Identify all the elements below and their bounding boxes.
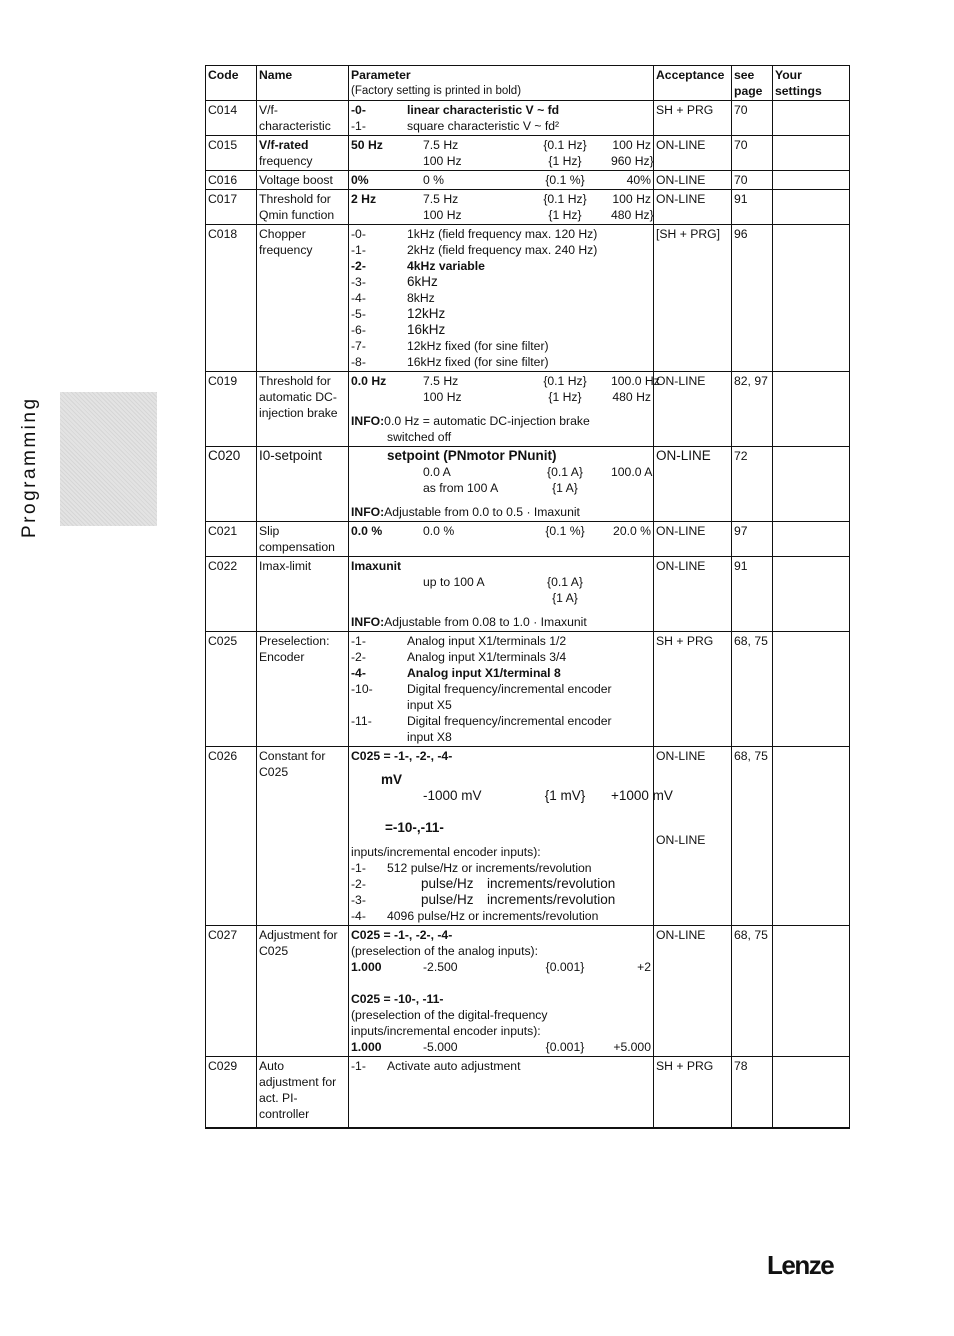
name-cell: Voltage boost: [257, 171, 349, 190]
header-parameter-label: Parameter: [351, 68, 411, 82]
code-cell: C015: [206, 136, 257, 171]
default-value: [351, 590, 423, 606]
header-see-page: see page: [732, 66, 773, 101]
page-cell: 68, 75: [732, 926, 773, 1057]
option-text: Analog input X1/terminals 3/4: [407, 650, 567, 664]
parameter-cell: [349, 557, 654, 632]
option-text: Activate auto adjustment: [387, 1059, 521, 1073]
parameter-table: [205, 65, 850, 1129]
option-key: -11-: [351, 714, 372, 728]
page-cell: 68, 75: [732, 747, 773, 926]
max-value: 100.0 Hz: [611, 374, 660, 388]
header-parameter-note: (Factory setting is printed in bold): [351, 85, 522, 97]
info-text: 0.0 Hz = automatic DC-injection brake: [384, 414, 590, 428]
brand-logo: Lenze: [767, 1250, 834, 1280]
default-value: 1.000: [351, 960, 382, 974]
max-value: [611, 590, 651, 606]
name-cell: [257, 190, 349, 225]
acceptance-cell: ON-LINE: [654, 190, 732, 225]
table-row: [206, 1057, 850, 1129]
page-cell: 72: [732, 447, 773, 522]
settings-cell[interactable]: [773, 747, 850, 926]
code-cell: C029: [206, 1057, 257, 1129]
max-value: [611, 480, 651, 496]
option-key: -5-: [351, 307, 366, 321]
min-value: 100 Hz: [423, 154, 462, 168]
code-cell: C022: [206, 557, 257, 632]
condition: =-10-,-11-: [385, 820, 444, 835]
option-key: -0-: [351, 103, 366, 117]
name-cell: Auto adjustment for act. PI-controller: [257, 1057, 349, 1129]
max-value: +5.000: [613, 1040, 651, 1054]
info-text: Adjustable from 0.0 to 0.5 · Imaxunit: [384, 505, 580, 519]
step-value: {1 A}: [552, 591, 578, 605]
option-key: -3-: [351, 275, 366, 289]
page-cell: 91: [732, 190, 773, 225]
option-text-cont: input X5: [407, 698, 452, 712]
step-value: {0.1 Hz}: [543, 138, 587, 152]
max-value: 480 Hz: [612, 390, 651, 404]
step-value: {0.1 A}: [547, 575, 583, 589]
step-value: {0.001}: [545, 960, 585, 974]
parameter-cell: [349, 447, 654, 522]
default-value: 1.000: [351, 1040, 382, 1054]
default-value: [351, 153, 423, 169]
option-key: -1-: [351, 861, 366, 875]
code-cell: C021: [206, 522, 257, 557]
code-cell: C027: [206, 926, 257, 1057]
option-key: -4-: [351, 291, 366, 305]
option-text: 2kHz (field frequency max. 240 Hz): [407, 243, 598, 257]
parameter-cell: [349, 225, 654, 372]
option-text: 12kHz: [407, 306, 446, 321]
table-row: [206, 522, 850, 557]
acceptance-cell: SH + PRG: [654, 101, 732, 136]
info-text-cont: switched off: [387, 430, 452, 444]
option-key: -1-: [351, 1059, 366, 1073]
min-value: 0.0 A: [423, 465, 451, 479]
header-your-settings: Your settings: [773, 66, 850, 101]
max-value: 480 Hz}: [611, 208, 654, 222]
parameter-cell: [349, 190, 654, 225]
step-value: {1 Hz}: [548, 154, 582, 168]
min-value: [423, 590, 519, 606]
option-text: Analog input X1/terminal 8: [407, 666, 561, 680]
parameter-cell: [349, 926, 654, 1057]
info-label: INFO:: [351, 505, 385, 519]
option-key: -6-: [351, 323, 366, 337]
default-value: Imaxunit: [351, 559, 402, 573]
table-row: [206, 632, 850, 747]
default-value: [351, 464, 423, 480]
option-key: -1-: [351, 243, 366, 257]
min-value: -1000 mV: [423, 788, 482, 803]
option-text: pulse/Hz: [421, 876, 474, 891]
option-text: square characteristic V ~ fd²: [407, 119, 560, 133]
default-value: [351, 207, 423, 223]
name-line: Threshold for: [259, 192, 331, 206]
option-key: -2-: [351, 877, 366, 891]
condition-note: (preselection of the digital-frequency: [351, 1008, 548, 1022]
option-text-cont: increments/revolution: [487, 876, 616, 891]
max-value: 100.0 A: [611, 465, 653, 479]
option-text-cont: increments/revolution: [487, 892, 616, 907]
code-cell: C019: [206, 372, 257, 447]
option-text: 1kHz (field frequency max. 120 Hz): [407, 227, 598, 241]
acceptance-cell: ON-LINE: [654, 447, 732, 522]
option-key: -0-: [351, 227, 366, 241]
condition-note: (preselection of the analog inputs):: [351, 944, 538, 958]
min-value: 7.5 Hz: [423, 374, 459, 388]
settings-cell[interactable]: [773, 101, 850, 136]
step-value: {0.1 A}: [547, 465, 583, 479]
min-value: 7.5 Hz: [423, 138, 459, 152]
step-value: {1 Hz}: [548, 208, 582, 222]
option-text: Digital frequency/incremental encoder: [407, 714, 612, 728]
settings-cell[interactable]: [773, 225, 850, 372]
header-parameter: [349, 66, 654, 101]
name-cell: Chopper frequency: [257, 225, 349, 372]
settings-cell[interactable]: [773, 136, 850, 171]
name-cell: Threshold for automatic DC-injection brake: [257, 372, 349, 447]
step-value: {1 mV}: [544, 788, 586, 803]
code-cell: C014: [206, 101, 257, 136]
parameter-cell: [349, 136, 654, 171]
table-row: [206, 190, 850, 225]
acceptance-cell: SH + PRG: [654, 1057, 732, 1129]
default-value: [351, 788, 423, 804]
option-text: 6kHz: [407, 274, 438, 289]
option-text: 16kHz fixed (for sine filter): [407, 355, 549, 369]
info-text: Adjustable from 0.08 to 1.0 · Imaxunit: [384, 615, 587, 629]
condition: C025 = -10-, -11-: [351, 992, 444, 1006]
page-cell: 70: [732, 171, 773, 190]
parameter-cell: [349, 747, 673, 926]
max-value: [611, 574, 651, 590]
code-cell: C026: [206, 747, 257, 926]
parameter-cell: [349, 372, 660, 447]
header-name: Name: [257, 66, 349, 101]
acceptance-value: ON-LINE: [656, 749, 706, 763]
table-row: [206, 225, 850, 372]
name-line: Qmin function: [259, 208, 335, 222]
option-key: -8-: [351, 355, 366, 369]
default-value: 0%: [351, 173, 369, 187]
table-row: [206, 136, 850, 171]
max-value: +1000 mV: [611, 788, 673, 803]
section-label: Programming: [19, 396, 40, 538]
table-row: [206, 171, 850, 190]
min-value: 7.5 Hz: [423, 192, 459, 206]
option-key: -3-: [351, 893, 366, 907]
step-value: {0.1 Hz}: [543, 192, 587, 206]
settings-cell[interactable]: [773, 190, 850, 225]
condition: C025 = -1-, -2-, -4-: [351, 749, 453, 763]
option-key: -2-: [351, 650, 366, 664]
min-value: 100 Hz: [423, 390, 462, 404]
min-value: 100 Hz: [423, 208, 462, 222]
name-cell: Constant for C025: [257, 747, 349, 926]
acceptance-cell: [SH + PRG]: [654, 225, 732, 372]
settings-cell[interactable]: [773, 372, 850, 447]
option-key: -1-: [351, 634, 366, 648]
step-value: {0.1 Hz}: [543, 374, 587, 388]
name-cell: Imax-limit: [257, 557, 349, 632]
option-key: -4-: [351, 666, 366, 680]
default-value: 2 Hz: [351, 192, 377, 206]
default-value: [351, 480, 423, 496]
info-label: INFO:: [351, 414, 385, 428]
max-value: 960 Hz}: [611, 154, 654, 168]
settings-cell[interactable]: [773, 171, 850, 190]
parameter-cell: [349, 171, 654, 190]
step-value: {1 A}: [552, 481, 578, 495]
min-value: up to 100 A: [423, 575, 485, 589]
header-code: Code: [206, 66, 257, 101]
page-cell: 70: [732, 136, 773, 171]
option-key: -2-: [351, 259, 366, 273]
acceptance-cell: [654, 747, 732, 926]
min-value: as from 100 A: [423, 481, 499, 495]
settings-cell[interactable]: [773, 447, 850, 522]
parameter-cell: [349, 101, 654, 136]
setpoint-heading: setpoint (PNmotor PNunit): [387, 448, 557, 463]
max-value: 100 Hz: [612, 192, 651, 206]
max-value: 100 Hz: [612, 138, 651, 152]
page-cell: 91: [732, 557, 773, 632]
inputs-text: inputs/incremental encoder inputs):: [351, 845, 541, 859]
table-row: [206, 447, 850, 522]
min-value: 0.0 %: [423, 524, 455, 538]
option-key: -10-: [351, 682, 373, 696]
option-text: pulse/Hz: [421, 892, 474, 907]
acceptance-cell: ON-LINE: [654, 557, 732, 632]
option-text: linear characteristic V ~ fd: [407, 103, 560, 117]
page-cell: 70: [732, 101, 773, 136]
acceptance-cell: ON-LINE: [654, 522, 732, 557]
settings-cell[interactable]: [773, 1057, 850, 1129]
acceptance-cell: SH + PRG: [654, 632, 732, 747]
min-value: 0 %: [423, 173, 445, 187]
option-text: 16kHz: [407, 322, 446, 337]
option-text: 12kHz fixed (for sine filter): [407, 339, 549, 353]
table-row: [206, 926, 850, 1057]
header-acceptance: Acceptance: [654, 66, 732, 101]
acceptance-value: ON-LINE: [656, 833, 706, 847]
option-text: 8kHz: [407, 291, 435, 305]
name-cell: V/f-characteristic: [257, 101, 349, 136]
default-value: 0.0 %: [351, 524, 383, 538]
acceptance-cell: ON-LINE: [654, 926, 732, 1057]
settings-cell[interactable]: [773, 926, 850, 1057]
max-value: 40%: [626, 173, 651, 187]
info-label: INFO:: [351, 615, 385, 629]
page-cell: 96: [732, 225, 773, 372]
parameter-cell: [349, 522, 654, 557]
step-value: {0.001}: [545, 1040, 585, 1054]
acceptance-cell: ON-LINE: [654, 171, 732, 190]
max-value: +2: [637, 960, 651, 974]
page-cell: 97: [732, 522, 773, 557]
settings-cell[interactable]: [773, 522, 850, 557]
table-row: [206, 101, 850, 136]
table-row: [206, 557, 850, 632]
parameter-cell: [349, 632, 654, 747]
name-cell: Slip compensation: [257, 522, 349, 557]
option-key: -7-: [351, 339, 366, 353]
option-text-cont: input X8: [407, 730, 452, 744]
settings-cell[interactable]: [773, 632, 850, 747]
max-value: 20.0 %: [613, 524, 651, 538]
condition-note: inputs/incremental encoder inputs):: [351, 1024, 541, 1038]
option-text: 512 pulse/Hz or increments/revolution: [387, 861, 592, 875]
parameter-cell: [349, 1057, 654, 1129]
default-value: [351, 574, 423, 590]
page-cell: 78: [732, 1057, 773, 1129]
page-cell: 68, 75: [732, 632, 773, 747]
default-value: 0.0 Hz: [351, 374, 387, 388]
page-cell: 82, 97: [732, 372, 773, 447]
code-cell: C017: [206, 190, 257, 225]
min-value: -2.500: [423, 960, 458, 974]
min-value: -5.000: [423, 1040, 458, 1054]
name-rest: frequency: [259, 154, 313, 168]
option-key: -4-: [351, 909, 366, 923]
code-cell: C020: [206, 447, 257, 522]
code-cell: C018: [206, 225, 257, 372]
step-value: {1 Hz}: [548, 390, 582, 404]
acceptance-cell: ON-LINE: [654, 372, 732, 447]
option-key: -1-: [351, 119, 366, 133]
name-cell: [257, 136, 349, 171]
code-cell: C025: [206, 632, 257, 747]
name-cell: I0-setpoint: [257, 447, 349, 522]
step-value: {0.1 %}: [545, 173, 585, 187]
table-row: [206, 372, 850, 447]
option-text: Digital frequency/incremental encoder: [407, 682, 612, 696]
default-value: 50 Hz: [351, 138, 383, 152]
table-header-row: [206, 66, 850, 101]
code-cell: C016: [206, 171, 257, 190]
name-bold: V/f-rated: [259, 138, 309, 152]
condition: C025 = -1-, -2-, -4-: [351, 928, 453, 942]
option-text: 4kHz variable: [407, 259, 485, 273]
step-value: {0.1 %}: [545, 524, 585, 538]
table-row: [206, 747, 850, 926]
unit-label: mV: [381, 772, 403, 787]
settings-cell[interactable]: [773, 557, 850, 632]
default-value: [351, 389, 423, 405]
option-text: Analog input X1/terminals 1/2: [407, 634, 567, 648]
option-text: 4096 pulse/Hz or increments/revolution: [387, 909, 599, 923]
name-cell: Preselection: Encoder: [257, 632, 349, 747]
name-cell: Adjustment for C025: [257, 926, 349, 1057]
acceptance-cell: ON-LINE: [654, 136, 732, 171]
